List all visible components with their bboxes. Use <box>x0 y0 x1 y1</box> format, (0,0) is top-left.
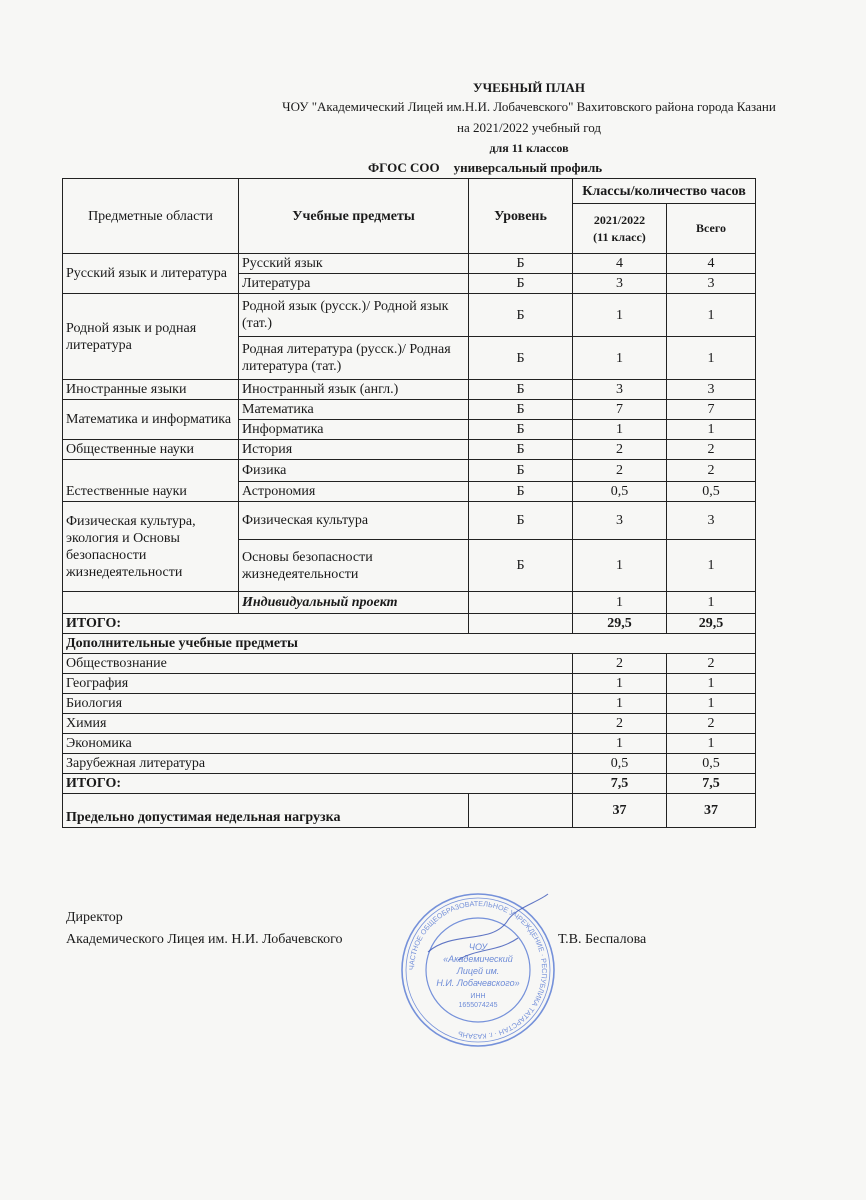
profile-label: универсальный профиль <box>453 160 603 175</box>
total-row <box>63 614 756 634</box>
area-cell: Родной язык и родная литература <box>63 294 239 380</box>
signature-name: Т.В. Беспалова <box>558 932 647 947</box>
subject-cell: Зарубежная литература <box>63 754 573 774</box>
subject-cell: Химия <box>63 714 573 734</box>
level-cell-empty <box>469 614 573 634</box>
hours-cell: 3 <box>573 274 667 294</box>
level-cell: Б <box>469 274 573 294</box>
max-load-row <box>63 794 756 828</box>
level-cell: Б <box>469 540 573 592</box>
hours-cell: 1 <box>573 540 667 592</box>
level-cell-empty <box>469 794 573 828</box>
hours-cell: 7 <box>573 400 667 420</box>
total-cell: 1 <box>667 674 756 694</box>
stamp-line2: «Академический <box>443 954 513 964</box>
total-cell: 3 <box>667 274 756 294</box>
signature-role: Директор <box>66 910 123 925</box>
level-cell-empty <box>469 592 573 614</box>
head-hours: Классы/количество часов <box>573 179 756 204</box>
total-cell: 7 <box>667 400 756 420</box>
total-cell: 1 <box>667 540 756 592</box>
total-row <box>63 774 756 794</box>
total-cell: 2 <box>667 460 756 482</box>
table-row <box>63 734 756 754</box>
area-cell: Общественные науки <box>63 440 239 460</box>
total-cell: 3 <box>667 380 756 400</box>
hours-cell: 0,5 <box>573 482 667 502</box>
total-label: ИТОГО: <box>63 614 469 634</box>
standard-line <box>368 160 616 176</box>
total-cell: 1 <box>667 592 756 614</box>
level-cell: Б <box>469 294 573 337</box>
table-row <box>63 654 756 674</box>
table-row <box>63 674 756 694</box>
subject-cell: Информатика <box>239 420 469 440</box>
curriculum-table <box>62 178 756 828</box>
subject-cell: Физика <box>239 460 469 482</box>
head-year-line2: (11 класс) <box>593 229 646 244</box>
hours-cell: 2 <box>573 440 667 460</box>
area-cell: Русский язык и литература <box>63 254 239 294</box>
section-row <box>63 634 756 654</box>
table-row <box>63 380 756 400</box>
school-name: ЧОУ "Академический Лицей им.Н.И. Лобачевского" Вахитовского района города Казани <box>282 99 776 114</box>
hours-cell: 1 <box>573 694 667 714</box>
level-cell: Б <box>469 380 573 400</box>
total-cell: 1 <box>667 694 756 714</box>
hours-cell: 4 <box>573 254 667 274</box>
head-year-col <box>573 204 667 254</box>
total-cell: 4 <box>667 254 756 274</box>
subject-cell: Обществознание <box>63 654 573 674</box>
subject-cell: Основы безопасности жизнедеятельности <box>239 540 469 592</box>
total-cell: 0,5 <box>667 482 756 502</box>
subject-cell: Астрономия <box>239 482 469 502</box>
subject-cell: Экономика <box>63 734 573 754</box>
hours-cell: 0,5 <box>573 754 667 774</box>
head-level: Уровень <box>469 179 573 254</box>
table-row <box>63 754 756 774</box>
hours-cell: 1 <box>573 674 667 694</box>
hours-cell: 7,5 <box>573 774 667 794</box>
stamp-line6: 1655074245 <box>458 1002 498 1009</box>
subject-cell: Русский язык <box>239 254 469 274</box>
official-stamp <box>398 890 558 1050</box>
stamp-line1: ЧОУ <box>468 942 488 952</box>
max-load-label: Предельно допустимая недельная нагрузка <box>63 794 469 828</box>
table-row <box>63 592 756 614</box>
hours-cell: 29,5 <box>573 614 667 634</box>
subject-cell: Индивидуальный проект <box>239 592 469 614</box>
level-cell: Б <box>469 502 573 540</box>
subject-cell: Физическая культура <box>239 502 469 540</box>
subject-cell: Родной язык (русск.)/ Родной язык (тат.) <box>239 294 469 337</box>
total-cell: 1 <box>667 294 756 337</box>
area-cell-empty <box>63 592 239 614</box>
total-cell: 2 <box>667 654 756 674</box>
classes-label: для 11 классов <box>489 141 569 155</box>
total-cell: 1 <box>667 420 756 440</box>
head-year-line1: 2021/2022 <box>593 212 646 227</box>
level-cell: Б <box>469 482 573 502</box>
document-title: УЧЕБНЫЙ ПЛАН <box>473 80 585 95</box>
level-cell: Б <box>469 460 573 482</box>
subject-cell: Литература <box>239 274 469 294</box>
level-cell: Б <box>469 440 573 460</box>
hours-cell: 2 <box>573 460 667 482</box>
total-cell: 1 <box>667 734 756 754</box>
hours-cell: 37 <box>573 794 667 828</box>
subject-cell: История <box>239 440 469 460</box>
total-cell: 7,5 <box>667 774 756 794</box>
subject-cell: Родная литература (русск.)/ Родная литература (тат.) <box>239 337 469 380</box>
area-cell: Математика и информатика <box>63 400 239 440</box>
table-row <box>63 460 756 482</box>
level-cell: Б <box>469 420 573 440</box>
total-cell: 2 <box>667 440 756 460</box>
hours-cell: 1 <box>573 337 667 380</box>
head-total-col: Всего <box>667 204 756 254</box>
hours-cell: 1 <box>573 592 667 614</box>
stamp-line5: ИНН <box>470 993 486 1000</box>
total-cell: 3 <box>667 502 756 540</box>
subject-cell: Математика <box>239 400 469 420</box>
fgos-label: ФГОС СОО <box>368 160 440 175</box>
hours-cell: 3 <box>573 502 667 540</box>
hours-cell: 1 <box>573 734 667 754</box>
total-label: ИТОГО: <box>63 774 573 794</box>
total-cell: 0,5 <box>667 754 756 774</box>
level-cell: Б <box>469 254 573 274</box>
table-row <box>63 502 756 540</box>
area-cell: Естественные науки <box>63 460 239 502</box>
signature-org: Академического Лицея им. Н.И. Лобачевского <box>66 932 343 947</box>
subject-cell: Биология <box>63 694 573 714</box>
total-cell: 37 <box>667 794 756 828</box>
level-cell: Б <box>469 337 573 380</box>
hours-cell: 3 <box>573 380 667 400</box>
stamp-line4: Н.И. Лобачевского» <box>436 978 520 988</box>
subject-cell: Иностранный язык (англ.) <box>239 380 469 400</box>
hours-cell: 1 <box>573 294 667 337</box>
table-row <box>63 440 756 460</box>
table-row <box>63 294 756 337</box>
head-areas: Предметные области <box>63 179 239 254</box>
stamp-line3: Лицей им. <box>456 966 500 976</box>
hours-cell: 2 <box>573 714 667 734</box>
academic-year: на 2021/2022 учебный год <box>457 120 601 135</box>
subject-cell: География <box>63 674 573 694</box>
additional-header: Дополнительные учебные предметы <box>63 634 756 654</box>
total-cell: 2 <box>667 714 756 734</box>
area-cell: Иностранные языки <box>63 380 239 400</box>
total-cell: 1 <box>667 337 756 380</box>
stamp-ring-text: ЧАСТНОЕ ОБЩЕОБРАЗОВАТЕЛЬНОЕ УЧРЕЖДЕНИЕ · РЕСПУБЛИКА ТАТАРСТАН · г. КАЗАНЬ <box>406 898 550 1042</box>
table-row <box>63 694 756 714</box>
area-cell: Физическая культура, экология и Основы безопасности жизнедеятельности <box>63 502 239 592</box>
level-cell: Б <box>469 400 573 420</box>
table-row <box>63 254 756 274</box>
hours-cell: 2 <box>573 654 667 674</box>
table-row <box>63 714 756 734</box>
total-cell: 29,5 <box>667 614 756 634</box>
head-subjects: Учебные предметы <box>239 179 469 254</box>
hours-cell: 1 <box>573 420 667 440</box>
table-row <box>63 400 756 420</box>
